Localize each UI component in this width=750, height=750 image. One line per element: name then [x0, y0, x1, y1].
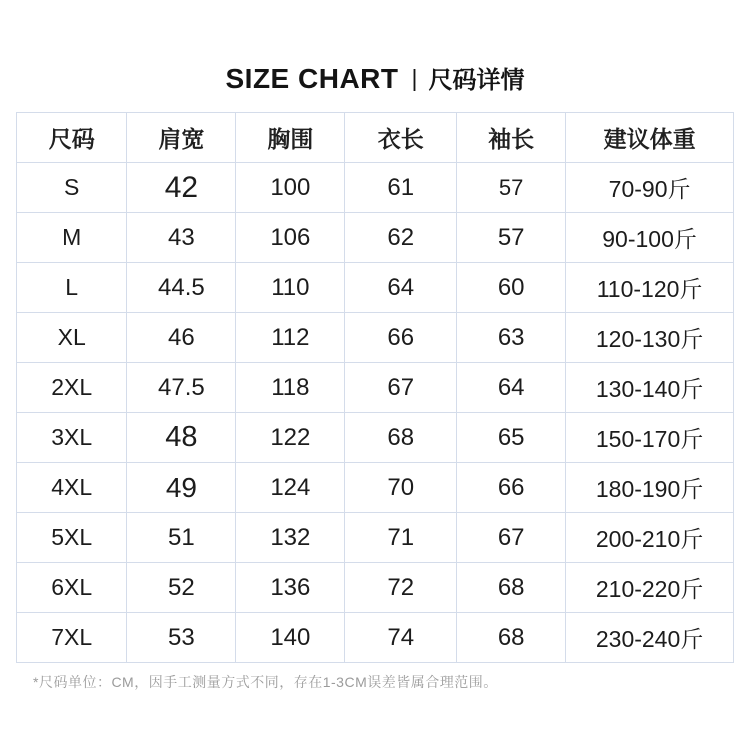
- table-row: [17, 463, 734, 513]
- measurement-cell: 140: [236, 613, 345, 663]
- measurement-cell: 46: [127, 313, 236, 363]
- measurement-cell: 230-240斤: [566, 613, 734, 663]
- measurement-cell: 74: [345, 613, 457, 663]
- measurement-cell: 64: [345, 263, 457, 313]
- measurement-cell: 112: [236, 313, 345, 363]
- measurement-cell: 70-90斤: [566, 163, 734, 213]
- size-label-cell: XL: [17, 313, 127, 363]
- measurement-cell: 67: [457, 513, 566, 563]
- size-label-cell: L: [17, 263, 127, 313]
- title-english: SIZE CHART: [225, 63, 399, 94]
- measurement-cell: 47.5: [127, 363, 236, 413]
- size-label-cell: 7XL: [17, 613, 127, 663]
- size-label-cell: 4XL: [17, 463, 127, 513]
- measurement-cell: 110-120斤: [566, 263, 734, 313]
- measurement-cell: 64: [457, 363, 566, 413]
- table-header-row: [17, 113, 734, 163]
- measurement-cell: 66: [457, 463, 566, 513]
- measurement-cell: 57: [457, 213, 566, 263]
- measurement-cell: 124: [236, 463, 345, 513]
- measurement-cell: 51: [127, 513, 236, 563]
- measurement-cell: 68: [457, 613, 566, 663]
- table-row: [17, 263, 734, 313]
- page-title: [0, 0, 750, 95]
- column-header: 建议体重: [566, 113, 734, 163]
- size-label-cell: 2XL: [17, 363, 127, 413]
- measurement-cell: 44.5: [127, 263, 236, 313]
- measurement-cell: 48: [127, 413, 236, 463]
- table-row: [17, 363, 734, 413]
- measurement-cell: 65: [457, 413, 566, 463]
- measurement-cell: 120-130斤: [566, 313, 734, 363]
- measurement-cell: 63: [457, 313, 566, 363]
- measurement-cell: 110: [236, 263, 345, 313]
- measurement-cell: 132: [236, 513, 345, 563]
- measurement-cell: 53: [127, 613, 236, 663]
- table-row: [17, 163, 734, 213]
- table-row: [17, 563, 734, 613]
- measurement-cell: 61: [345, 163, 457, 213]
- measurement-cell: 106: [236, 213, 345, 263]
- measurement-cell: 210-220斤: [566, 563, 734, 613]
- size-label-cell: 3XL: [17, 413, 127, 463]
- measurement-cell: 68: [457, 563, 566, 613]
- column-header: 衣长: [345, 113, 457, 163]
- measurement-cell: 71: [345, 513, 457, 563]
- table-row: [17, 513, 734, 563]
- measurement-cell: 49: [127, 463, 236, 513]
- measurement-cell: 66: [345, 313, 457, 363]
- measurement-cell: 43: [127, 213, 236, 263]
- measurement-cell: 42: [127, 163, 236, 213]
- footnote: *尺码单位：CM，因手工测量方式不同，存在1-3CM误差皆属合理范围。: [33, 674, 498, 690]
- measurement-cell: 67: [345, 363, 457, 413]
- title-chinese: 尺码详情: [428, 67, 525, 94]
- table-row: [17, 613, 734, 663]
- measurement-cell: 180-190斤: [566, 463, 734, 513]
- measurement-cell: 200-210斤: [566, 513, 734, 563]
- size-label-cell: 5XL: [17, 513, 127, 563]
- measurement-cell: 118: [236, 363, 345, 413]
- column-header: 胸围: [236, 113, 345, 163]
- measurement-cell: 72: [345, 563, 457, 613]
- size-label-cell: S: [17, 163, 127, 213]
- measurement-cell: 60: [457, 263, 566, 313]
- table-row: [17, 313, 734, 363]
- measurement-cell: 90-100斤: [566, 213, 734, 263]
- table-row: [17, 413, 734, 463]
- measurement-cell: 150-170斤: [566, 413, 734, 463]
- measurement-cell: 57: [457, 163, 566, 213]
- title-separator: |: [411, 65, 418, 91]
- column-header: 肩宽: [127, 113, 236, 163]
- column-header: 袖长: [457, 113, 566, 163]
- measurement-cell: 136: [236, 563, 345, 613]
- size-label-cell: 6XL: [17, 563, 127, 613]
- size-table: [16, 112, 734, 663]
- measurement-cell: 52: [127, 563, 236, 613]
- measurement-cell: 100: [236, 163, 345, 213]
- measurement-cell: 62: [345, 213, 457, 263]
- measurement-cell: 70: [345, 463, 457, 513]
- column-header: 尺码: [17, 113, 127, 163]
- measurement-cell: 68: [345, 413, 457, 463]
- table-row: [17, 213, 734, 263]
- measurement-cell: 122: [236, 413, 345, 463]
- measurement-cell: 130-140斤: [566, 363, 734, 413]
- size-label-cell: M: [17, 213, 127, 263]
